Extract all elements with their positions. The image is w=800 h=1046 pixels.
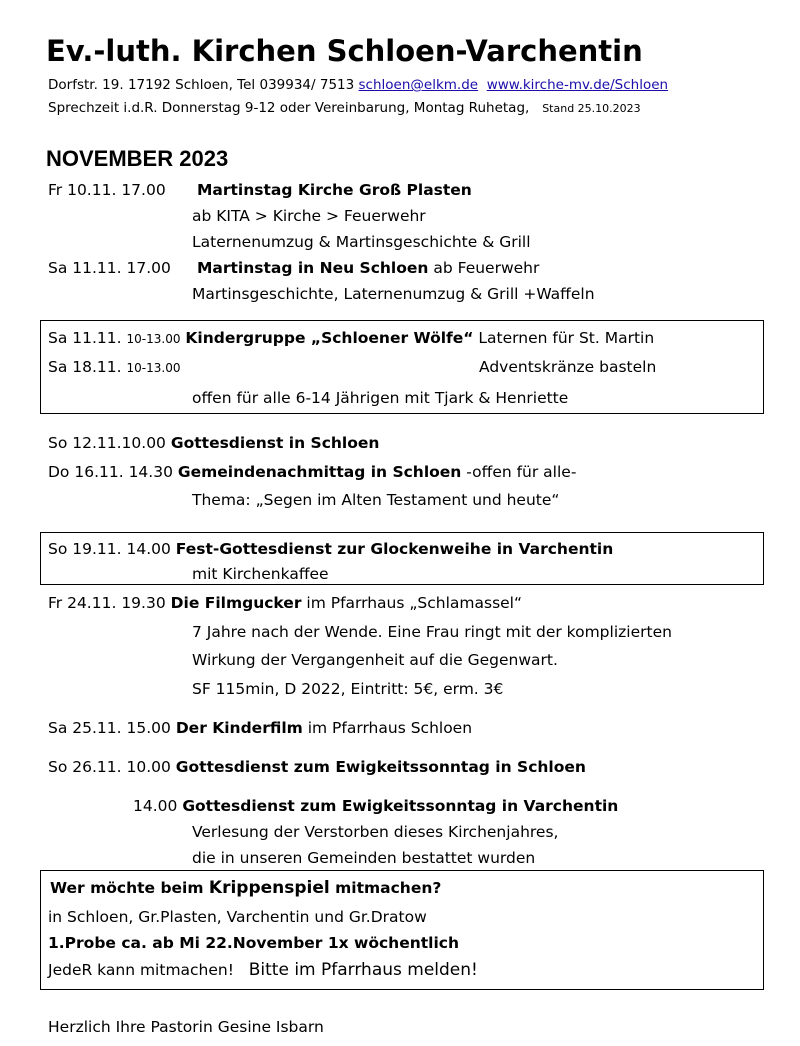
event-time: 10-13.00 [126,361,181,375]
event-date: Do 16.11. 14.30 [48,463,173,481]
event-title: Kindergruppe „Schloener Wölfe“ [185,329,474,347]
event-line [197,258,539,278]
krippe-text: Wer möchte beim [50,879,209,897]
event-detail: SF 115min, D 2022, Eintritt: 5€, erm. 3€ [192,680,504,698]
event-title: Gemeindenachmittag in Schloen [177,463,462,481]
event-location: im Pfarrhaus Schloen [302,719,473,737]
event-line [133,796,618,816]
krippe-keyword: Krippenspiel [208,878,330,898]
krippe-heading [50,878,441,898]
event-detail: 7 Jahre nach der Wende. Eine Frau ringt mit der komplizierten [192,623,672,641]
krippe-text: mitmachen? [329,879,442,897]
krippe-text: Bitte im Pfarrhaus melden! [248,960,478,980]
event-date: Sa 11.11. [48,329,122,347]
signature: Herzlich Ihre Pastorin Gesine Isbarn [48,1018,324,1036]
event-detail: Wirkung der Vergangenheit auf die Gegenwart. [192,651,558,669]
krippe-text: JedeR kann mitmachen! [48,961,234,979]
event-detail: die in unseren Gemeinden bestattet wurden [192,849,536,867]
krippe-call [48,960,478,980]
event-detail: offen für alle 6-14 Jährigen mit Tjark & Henriette [192,389,569,407]
event-detail: Thema: „Segen im Alten Testament und heute“ [192,491,560,509]
event-detail: ab KITA > Kirche > Feuerwehr [192,207,426,225]
event-line [48,757,586,777]
event-date: Fr 24.11. 19.30 [48,594,166,612]
page-title: Ev.-luth. Kirchen Schloen-Varchentin [46,34,643,68]
event-date: So 26.11. 10.00 [48,758,171,776]
contact-line [48,75,668,95]
event-detail: Verlesung der Verstorben dieses Kirchenjahres, [192,823,559,841]
event-title: Der Kinderfilm [175,719,303,737]
event-location: im Pfarrhaus „Schlamassel“ [301,594,523,612]
address: Dorfstr. 19. 17192 Schloen, Tel 039934/ 7513 [48,77,355,93]
event-title: Fest-Gottesdienst zur Glockenweihe in Varchentin [175,540,614,558]
event-title: Martinstag in Neu Schloen [197,259,429,277]
event-date: Sa 25.11. 15.00 [48,719,171,737]
event-line [48,357,180,378]
website-link[interactable]: www.kirche-mv.de/Schloen [486,77,669,93]
event-date: Sa 18.11. [48,358,122,376]
event-line [48,539,613,559]
event-title: Gottesdienst zum Ewigkeitssonntag in Varchentin [182,797,619,815]
krippe-rehearsal: 1.Probe ca. ab Mi 22.November 1x wöchentlich [48,934,460,952]
event-date: So 12.11.10.00 [48,434,166,452]
month-heading: NOVEMBER 2023 [46,146,229,171]
event-detail: Martinsgeschichte, Laternenumzug & Grill +Waffeln [192,285,595,303]
event-date: Sa 11.11. 17.00 [48,259,171,277]
event-detail: mit Kirchenkaffee [192,565,329,583]
stand-date: Stand 25.10.2023 [542,102,641,115]
event-title: Gottesdienst zum Ewigkeitssonntag in Schloen [175,758,586,776]
event-title: Gottesdienst in Schloen [170,434,380,452]
office-hours-line [48,98,641,119]
event-line [48,328,654,349]
event-detail: Adventskränze basteln [479,358,657,376]
event-location: ab Feuerwehr [428,259,540,277]
email-link[interactable]: schloen@elkm.de [358,77,479,93]
krippe-places: in Schloen, Gr.Plasten, Varchentin und Gr.Dratow [48,908,427,926]
event-time: 10-13.00 [126,332,181,346]
event-date: So 19.11. 14.00 [48,540,171,558]
event-title: Die Filmgucker [170,594,302,612]
event-title: Martinstag Kirche Groß Plasten [197,181,472,199]
event-line [48,718,472,738]
event-date: Fr 10.11. 17.00 [48,181,166,199]
event-detail: Laternenumzug & Martinsgeschichte & Grill [192,233,531,251]
event-line [48,433,379,453]
event-line [48,462,576,482]
event-line [48,593,522,613]
event-detail: Laternen für St. Martin [478,329,655,347]
event-time: 14.00 [133,797,178,815]
office-hours: Sprechzeit i.d.R. Donnerstag 9-12 oder Vereinbarung, Montag Ruhetag, [48,100,530,116]
event-detail: -offen für alle- [461,463,577,481]
